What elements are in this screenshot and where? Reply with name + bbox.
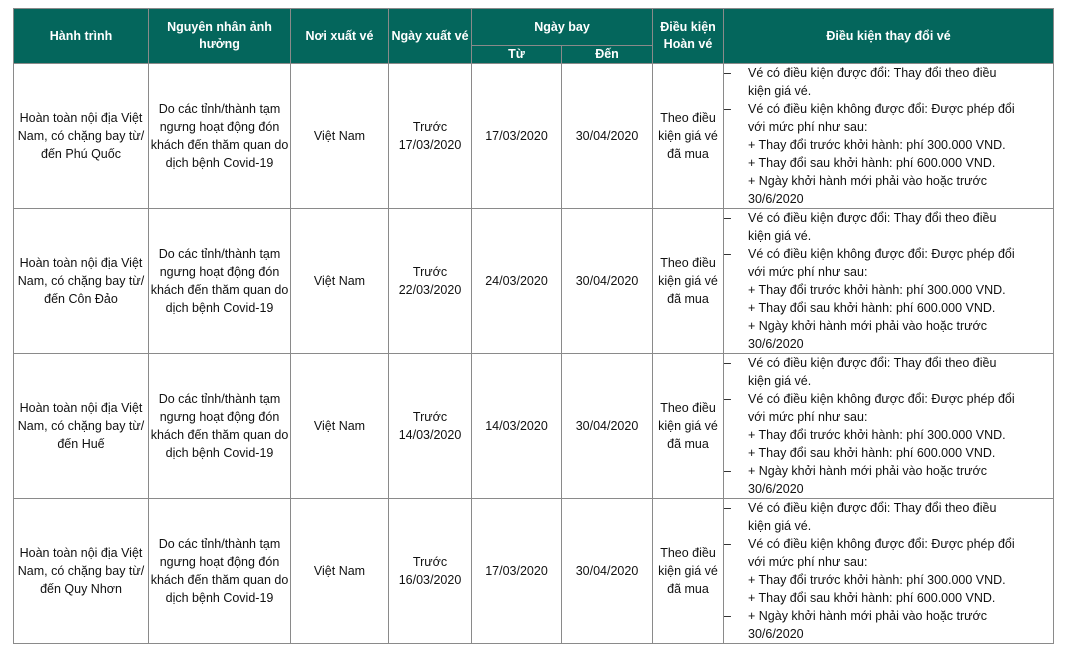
issue-date-cell: Trước 22/03/2020 [389,209,472,354]
condition-line [724,625,1053,643]
condition-line [724,118,1053,136]
issue-date-cell: Trước 16/03/2020 [389,499,472,644]
condition-line [724,209,1053,227]
condition-text: với mức phí như sau: [748,410,868,424]
condition-line [724,571,1053,589]
condition-line [724,227,1053,245]
refund-cell: Theo điều kiện giá vé đã mua [653,499,724,644]
dash-bullet: – [724,464,731,478]
condition-text: 30/6/2020 [748,482,804,496]
dash-bullet: – [724,247,731,261]
from-date-cell: 17/03/2020 [472,499,562,644]
issue-date-cell: Trước 17/03/2020 [389,64,472,209]
dash-bullet: – [724,392,731,406]
condition-text: + Thay đổi sau khởi hành: phí 600.000 VND. [748,446,996,460]
change-conditions-cell [724,64,1054,209]
header-change: Điều kiện thay đổi vé [724,9,1054,64]
condition-line [724,335,1053,353]
condition-line [724,299,1053,317]
condition-text: 30/6/2020 [748,627,804,641]
change-conditions-cell [724,499,1054,644]
route-cell: Hoàn toàn nội địa Việt Nam, có chặng bay từ/đến Côn Đảo [14,209,149,354]
condition-line [724,263,1053,281]
condition-line [724,190,1053,208]
route-cell: Hoàn toàn nội địa Việt Nam, có chặng bay từ/đến Phú Quốc [14,64,149,209]
header-to: Đến [562,46,653,64]
condition-line [724,535,1053,553]
condition-text: + Thay đổi sau khởi hành: phí 600.000 VND. [748,301,996,315]
condition-line [724,607,1053,625]
header-flight-date: Ngày bay [472,9,653,46]
condition-line [724,172,1053,190]
reason-cell: Do các tỉnh/thành tạm ngưng hoạt động đón khách đến thăm quan do dịch bệnh Covid-19 [149,209,291,354]
table-row [14,499,1054,644]
dash-bullet: – [724,609,731,623]
reason-cell: Do các tỉnh/thành tạm ngưng hoạt động đón khách đến thăm quan do dịch bệnh Covid-19 [149,499,291,644]
condition-text: kiện giá vé. [748,374,812,388]
condition-text: Vé có điều kiện không được đổi: Được phép đổi [748,102,1015,116]
condition-text: với mức phí như sau: [748,555,868,569]
issue-date-cell: Trước 14/03/2020 [389,354,472,499]
dash-bullet: – [724,66,731,80]
dash-bullet: – [724,102,731,116]
condition-text: với mức phí như sau: [748,120,868,134]
table-row [14,64,1054,209]
condition-text: + Thay đổi trước khởi hành: phí 300.000 VND. [748,573,1006,587]
condition-text: với mức phí như sau: [748,265,868,279]
to-date-cell: 30/04/2020 [562,64,653,209]
header-from: Từ [472,46,562,64]
issue-place-cell: Việt Nam [291,354,389,499]
route-cell: Hoàn toàn nội địa Việt Nam, có chặng bay từ/đến Huế [14,354,149,499]
condition-text: Vé có điều kiện được đổi: Thay đổi theo điều [748,356,997,370]
condition-text: 30/6/2020 [748,192,804,206]
dash-bullet: – [724,356,731,370]
condition-text: + Thay đổi trước khởi hành: phí 300.000 VND. [748,138,1006,152]
change-policy-table [13,8,1054,644]
condition-text: kiện giá vé. [748,84,812,98]
header-route: Hành trình [14,9,149,64]
to-date-cell: 30/04/2020 [562,209,653,354]
condition-line [724,444,1053,462]
to-date-cell: 30/04/2020 [562,354,653,499]
condition-line [724,499,1053,517]
condition-text: + Ngày khởi hành mới phải vào hoặc trước [748,464,987,478]
header-refund: Điều kiện Hoàn vé [653,9,724,64]
issue-place-cell: Việt Nam [291,499,389,644]
condition-line [724,553,1053,571]
refund-cell: Theo điều kiện giá vé đã mua [653,209,724,354]
condition-text: Vé có điều kiện không được đổi: Được phép đổi [748,392,1015,406]
from-date-cell: 17/03/2020 [472,64,562,209]
condition-text: + Thay đổi trước khởi hành: phí 300.000 VND. [748,283,1006,297]
condition-line [724,480,1053,498]
dash-bullet: – [724,501,731,515]
condition-line [724,462,1053,480]
condition-line [724,136,1053,154]
table-row [14,209,1054,354]
header-issue-date: Ngày xuất vé [389,9,472,64]
from-date-cell: 14/03/2020 [472,354,562,499]
reason-cell: Do các tỉnh/thành tạm ngưng hoạt động đón khách đến thăm quan do dịch bệnh Covid-19 [149,354,291,499]
from-date-cell: 24/03/2020 [472,209,562,354]
condition-text: 30/6/2020 [748,337,804,351]
condition-text: kiện giá vé. [748,519,812,533]
condition-text: + Ngày khởi hành mới phải vào hoặc trước [748,609,987,623]
dash-bullet: – [724,537,731,551]
condition-text: + Ngày khởi hành mới phải vào hoặc trước [748,174,987,188]
condition-line [724,589,1053,607]
condition-line [724,281,1053,299]
condition-text: + Ngày khởi hành mới phải vào hoặc trước [748,319,987,333]
condition-line [724,82,1053,100]
dash-bullet: – [724,211,731,225]
condition-text: Vé có điều kiện được đổi: Thay đổi theo điều [748,501,997,515]
condition-text: Vé có điều kiện được đổi: Thay đổi theo điều [748,66,997,80]
reason-cell: Do các tỉnh/thành tạm ngưng hoạt động đón khách đến thăm quan do dịch bệnh Covid-19 [149,64,291,209]
issue-place-cell: Việt Nam [291,64,389,209]
condition-line [724,154,1053,172]
condition-line [724,426,1053,444]
header-row [14,9,1054,46]
condition-line [724,372,1053,390]
condition-text: Vé có điều kiện không được đổi: Được phép đổi [748,247,1015,261]
refund-cell: Theo điều kiện giá vé đã mua [653,64,724,209]
condition-text: Vé có điều kiện không được đổi: Được phép đổi [748,537,1015,551]
condition-text: + Thay đổi sau khởi hành: phí 600.000 VND. [748,156,996,170]
condition-line [724,100,1053,118]
condition-line [724,245,1053,263]
condition-line [724,408,1053,426]
condition-text: kiện giá vé. [748,229,812,243]
change-conditions-cell [724,354,1054,499]
header-issue-place: Nơi xuất vé [291,9,389,64]
condition-line [724,64,1053,82]
route-cell: Hoàn toàn nội địa Việt Nam, có chặng bay từ/đến Quy Nhơn [14,499,149,644]
condition-line [724,317,1053,335]
table-row [14,354,1054,499]
header-reason: Nguyên nhân ảnh hưởng [149,9,291,64]
condition-text: Vé có điều kiện được đổi: Thay đổi theo điều [748,211,997,225]
issue-place-cell: Việt Nam [291,209,389,354]
condition-line [724,517,1053,535]
change-conditions-cell [724,209,1054,354]
condition-line [724,390,1053,408]
condition-line [724,354,1053,372]
refund-cell: Theo điều kiện giá vé đã mua [653,354,724,499]
condition-text: + Thay đổi trước khởi hành: phí 300.000 VND. [748,428,1006,442]
condition-text: + Thay đổi sau khởi hành: phí 600.000 VND. [748,591,996,605]
to-date-cell: 30/04/2020 [562,499,653,644]
